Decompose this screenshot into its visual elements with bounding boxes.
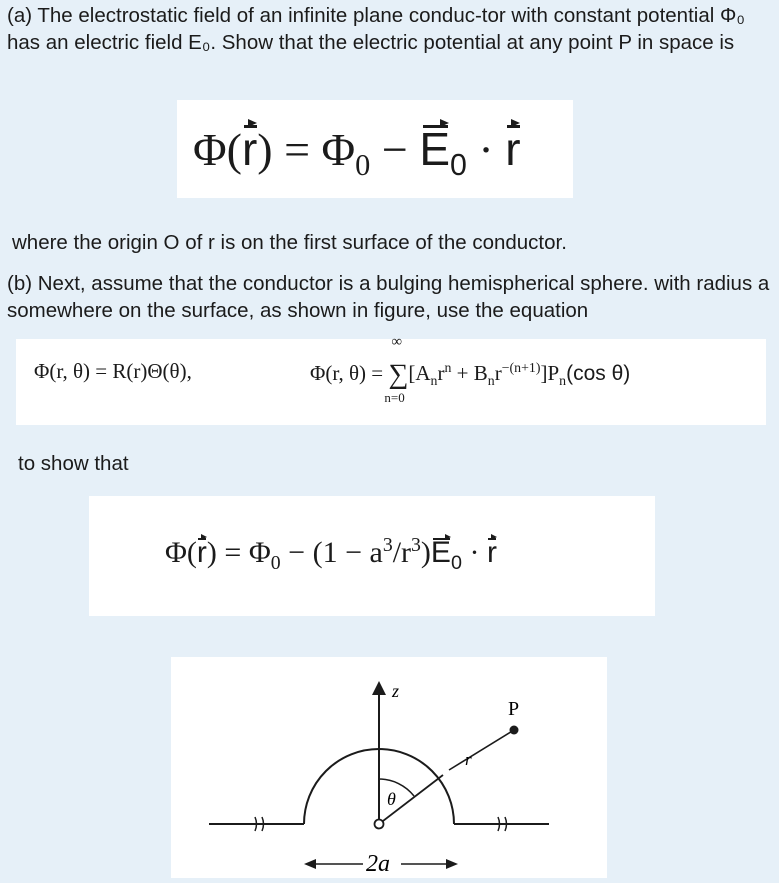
- equation-box-1: [177, 100, 573, 198]
- label-theta: θ: [387, 789, 396, 809]
- hemisphere-figure: [171, 657, 607, 878]
- equation-box-3: [89, 496, 655, 616]
- dimension-right-arrow: [446, 859, 458, 869]
- r-vector: r: [196, 536, 207, 569]
- part-a-text: (a) The electrostatic field of an infinite plane conduc-tor with constant potential Φ₀ has an electric field E₀. Show that the electric potential at any point P in space is: [7, 4, 745, 54]
- label-r: r: [465, 750, 472, 769]
- r-vector-2: r: [505, 123, 521, 175]
- label-P: P: [508, 698, 520, 720]
- e-vector: E: [430, 536, 451, 569]
- figure-box: [171, 657, 607, 878]
- theta-arc: [379, 779, 414, 796]
- show-note: to show that: [18, 452, 129, 475]
- equation-potential-hemisphere: $\Phi(r) = \Phi_0 - (1 - a^3/r^3)E_0 \cdot r$: [165, 534, 497, 574]
- point-P: [510, 726, 519, 735]
- equation-legendre-series: Φ(r, θ) = ∞ ∑ n=0 $[A_nr^n + B_nr^{-(n+1)}]P_n(\cos$ θ): [310, 334, 631, 405]
- dimension-left-arrow: [304, 859, 316, 869]
- label-z: z: [392, 681, 400, 701]
- e-vector: E: [419, 123, 450, 175]
- r-line-to-P: [449, 730, 514, 770]
- origin-note: where the origin O of r is on the first surface of the conductor.: [12, 231, 567, 254]
- r-vector-2: r: [486, 536, 497, 569]
- label-2a: 2a: [366, 851, 390, 877]
- origin-point: [375, 820, 384, 829]
- equation-box-2: [16, 334, 766, 425]
- z-axis-arrowhead: [372, 681, 386, 695]
- part-b-text: (b) Next, assume that the conductor is a bulging hemispherical sphere. with radius a somewhere on the surface, as shown in figure, use the equation: [7, 272, 770, 322]
- equation-separation: Φ(r, θ) = R(r)Θ(θ),: [34, 359, 192, 383]
- r-vector: r: [241, 123, 258, 175]
- equation-potential-plane: $\Phi(r) = \Phi_0 - E_0 \cdot r$: [193, 123, 521, 183]
